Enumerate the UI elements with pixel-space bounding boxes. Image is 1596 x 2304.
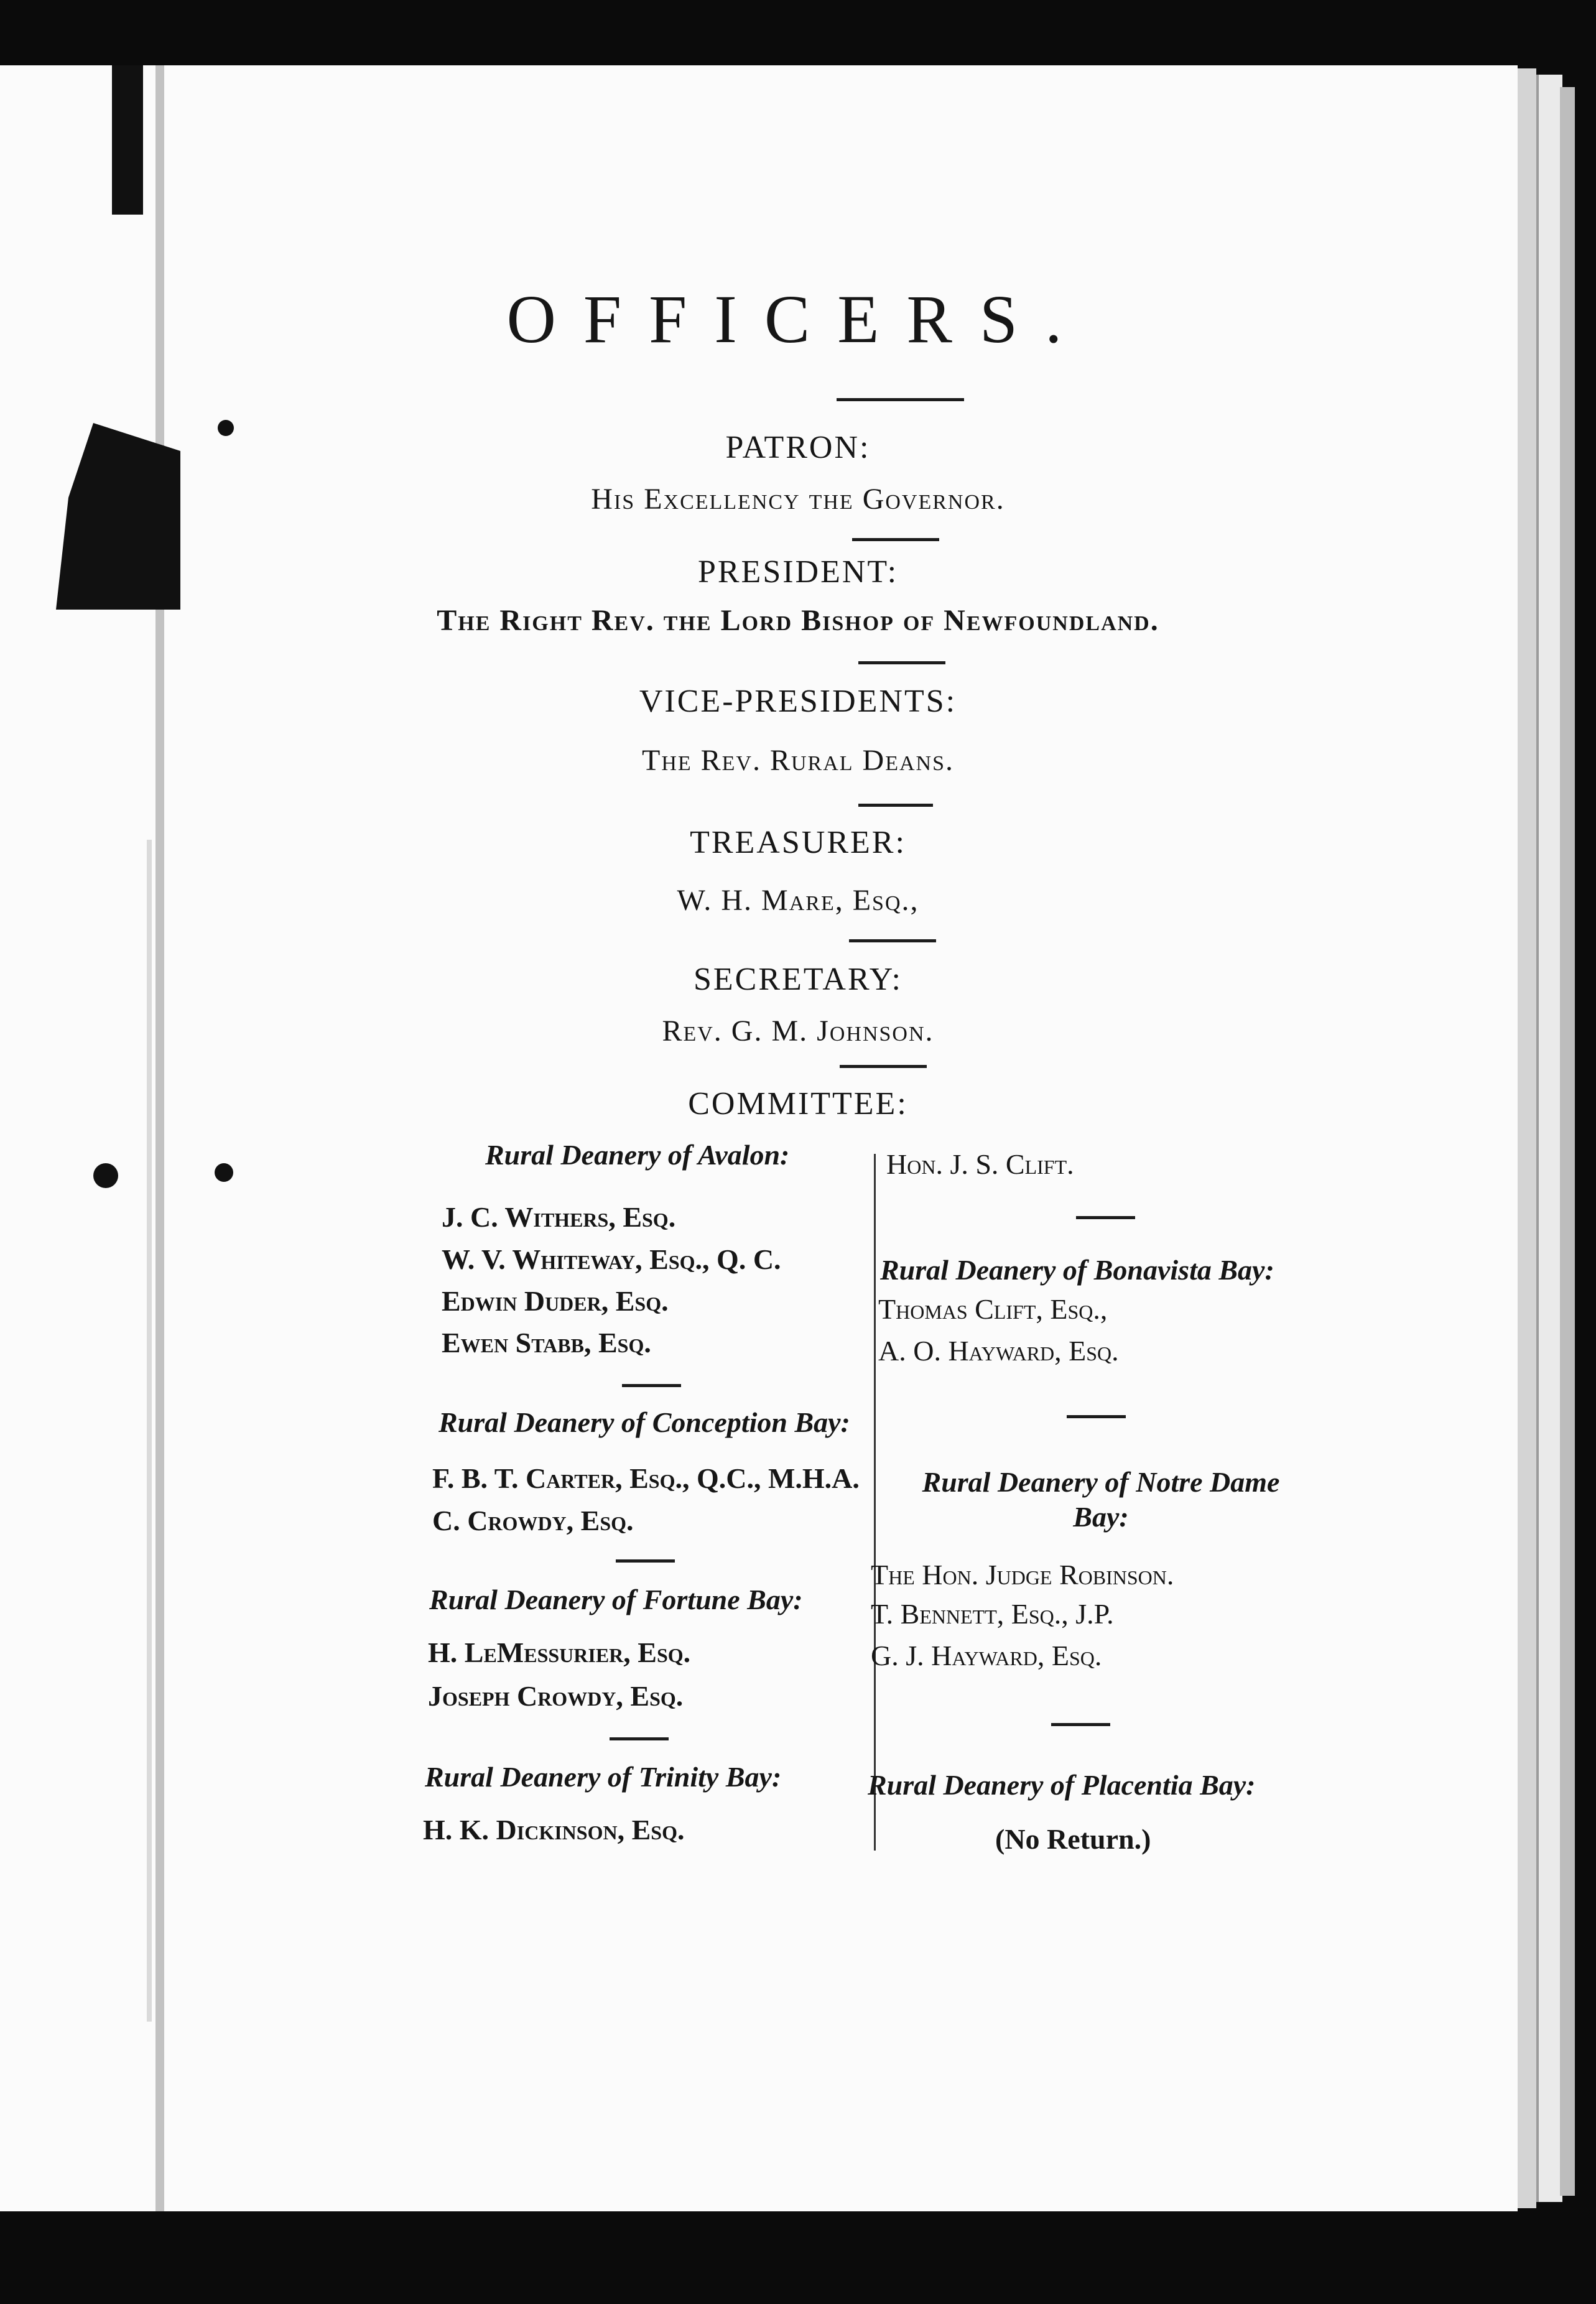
- committee-member: W. V. Whiteway, Esq., Q. C.: [442, 1243, 781, 1275]
- secretary-heading: SECRETARY:: [693, 962, 902, 997]
- divider: [1076, 1216, 1135, 1219]
- deanery-heading: Rural Deanery of Conception Bay:: [438, 1406, 850, 1438]
- committee-member: H. K. Dickinson, Esq.: [423, 1814, 685, 1846]
- page-edge: [1518, 68, 1536, 2208]
- committee-member: Thomas Clift, Esq.,: [878, 1293, 1108, 1325]
- deanery-heading: Rural Deanery of Placentia Bay:: [868, 1769, 1256, 1801]
- divider: [840, 1065, 927, 1068]
- divider: [858, 661, 945, 664]
- divider: [610, 1737, 669, 1740]
- president-name: The Right Rev. the Lord Bishop of Newfoundland.: [437, 604, 1159, 637]
- divider: [616, 1559, 675, 1563]
- divider: [1051, 1723, 1110, 1726]
- deanery-heading: Rural Deanery of Avalon:: [485, 1139, 790, 1171]
- patron-heading: PATRON:: [725, 430, 871, 465]
- secretary-name: Rev. G. M. Johnson.: [662, 1015, 934, 1047]
- divider: [1067, 1415, 1126, 1418]
- committee-member: C. Crowdy, Esq.: [432, 1505, 634, 1536]
- committee-member: Edwin Duder, Esq.: [442, 1285, 669, 1317]
- page-edge: [1536, 75, 1562, 2202]
- ink-blot: [215, 1163, 233, 1182]
- divider: [622, 1384, 681, 1387]
- divider: [849, 939, 936, 942]
- committee-member: The Hon. Judge Robinson.: [871, 1559, 1174, 1591]
- committee-heading: COMMITTEE:: [688, 1086, 908, 1122]
- committee-member: Ewen Stabb, Esq.: [442, 1327, 651, 1359]
- treasurer-name: W. H. Mare, Esq.,: [677, 884, 919, 917]
- ink-blot: [112, 65, 143, 215]
- binding-gutter: [155, 65, 164, 2211]
- divider: [837, 398, 964, 401]
- deanery-heading: Rural Deanery of Notre Dame Bay:: [922, 1466, 1280, 1533]
- ink-blot: [93, 1163, 118, 1188]
- vice-presidents-name: The Rev. Rural Deans.: [642, 744, 954, 777]
- committee-member: G. J. Hayward, Esq.: [871, 1640, 1102, 1671]
- committee-member: Joseph Crowdy, Esq.: [428, 1680, 684, 1712]
- divider: [858, 804, 933, 807]
- page-edge: [1560, 87, 1575, 2196]
- committee-member: F. B. T. Carter, Esq., Q.C., M.H.A.: [432, 1462, 860, 1494]
- deanery-heading: Rural Deanery of Trinity Bay:: [425, 1761, 782, 1793]
- vice-presidents-heading: VICE-PRESIDENTS:: [639, 684, 957, 719]
- page-title: OFFICERS.: [506, 281, 1090, 357]
- committee-member: T. Bennett, Esq., J.P.: [871, 1598, 1114, 1630]
- patron-name: His Excellency the Governor.: [591, 483, 1005, 516]
- deanery-heading: Rural Deanery of Bonavista Bay:: [880, 1254, 1274, 1286]
- deanery-heading: Rural Deanery of Fortune Bay:: [429, 1584, 803, 1615]
- committee-column-divider: [874, 1154, 876, 1851]
- committee-member: H. LeMessurier, Esq.: [428, 1637, 691, 1668]
- president-heading: PRESIDENT:: [697, 554, 899, 590]
- committee-member: J. C. Withers, Esq.: [442, 1201, 676, 1233]
- divider: [852, 538, 939, 541]
- treasurer-heading: TREASURER:: [690, 825, 906, 860]
- committee-member: Hon. J. S. Clift.: [886, 1148, 1074, 1180]
- no-return-note: (No Return.): [995, 1823, 1151, 1855]
- committee-member: A. O. Hayward, Esq.: [878, 1335, 1119, 1367]
